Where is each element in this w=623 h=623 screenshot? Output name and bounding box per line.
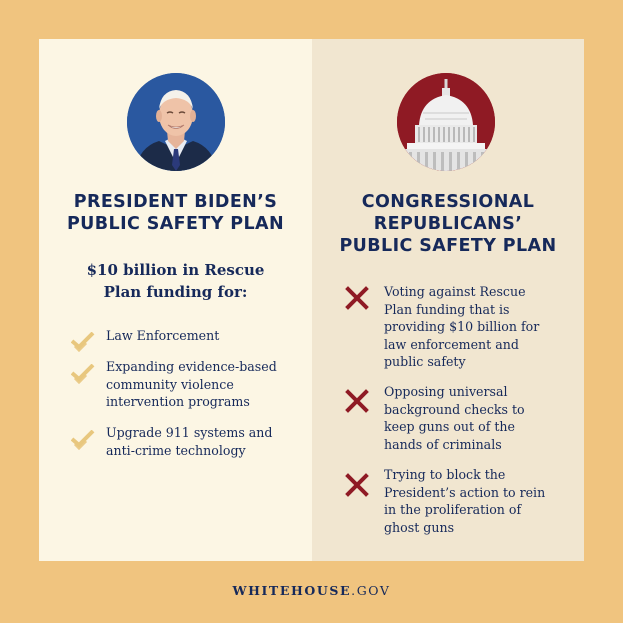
- footer-domain: WHITEHOUSE: [232, 583, 352, 598]
- item-text: Opposing universal: [384, 384, 508, 399]
- item-text: ghost guns: [384, 519, 455, 535]
- item-text: Law Enforcement: [106, 328, 220, 343]
- x-mark-icon: [345, 473, 369, 497]
- checkmark-icon: [71, 332, 95, 352]
- item-text: hands of criminals: [384, 436, 502, 452]
- subhead-line: Plan funding for:: [103, 283, 248, 301]
- x-mark-icon: [345, 286, 369, 310]
- heading-line: CONGRESSIONAL: [361, 192, 535, 212]
- item-text: Expanding evidence-based: [106, 359, 277, 374]
- biden-plan-heading: [39, 191, 312, 235]
- x-mark-icon: [345, 389, 369, 413]
- item-text: President’s action to rein: [384, 484, 546, 500]
- item-text: anti-crime technology: [106, 442, 246, 458]
- checkmark-icon: [71, 364, 95, 384]
- item-text: Voting against Rescue: [384, 284, 526, 299]
- checkmark-icon: [71, 430, 95, 450]
- item-text: intervention programs: [106, 394, 250, 409]
- item-text: Plan funding that is: [384, 301, 510, 317]
- footer-tld: .GOV: [351, 583, 391, 598]
- subhead-line: $10 billion in Rescue: [86, 261, 265, 279]
- president-portrait: [127, 73, 225, 171]
- item-text: in the proliferation of: [384, 502, 522, 517]
- item-text: Upgrade 911 systems and: [106, 425, 273, 440]
- item-text: public safety: [384, 354, 466, 369]
- item-text: background checks to: [384, 401, 525, 417]
- item-text: providing $10 billion for: [384, 319, 540, 334]
- funding-subheading: [39, 259, 312, 303]
- capitol-dome-image: [397, 73, 495, 171]
- republican-plan-heading: [312, 191, 584, 257]
- item-text: Trying to block the: [384, 467, 506, 482]
- item-text: keep guns out of the: [384, 419, 515, 434]
- heading-line: PUBLIC SAFETY PLAN: [66, 214, 285, 234]
- heading-line: PRESIDENT BIDEN’S: [73, 192, 278, 212]
- heading-line: REPUBLICANS’: [373, 214, 523, 234]
- item-text: law enforcement and: [384, 336, 519, 352]
- website-footer: [0, 583, 623, 598]
- item-text: community violence: [106, 376, 234, 392]
- heading-line: PUBLIC SAFETY PLAN: [339, 236, 557, 256]
